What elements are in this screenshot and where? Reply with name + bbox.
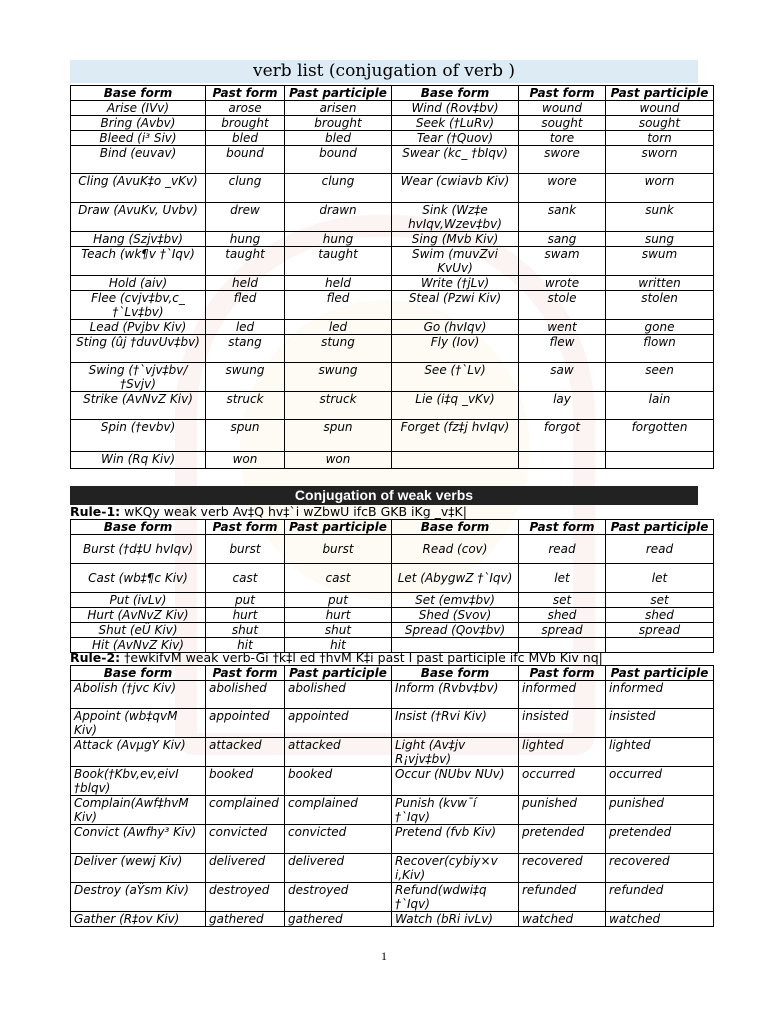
cell-base-form: Draw (AvuKv, Uvbv): [71, 203, 206, 232]
cell-past-form: struck: [206, 392, 285, 420]
cell-base-form: Hurt (AvNvZ Kiv): [71, 608, 206, 623]
table-row: [71, 203, 714, 232]
cell-base-form-2: Swear (kc_ †bIqv): [392, 146, 519, 174]
cell-past-participle-2: read: [606, 535, 714, 564]
cell-past-form-2: let: [519, 564, 606, 593]
page-title: verb list (conjugation of verb ): [70, 60, 698, 83]
cell-past-participle-2: shed: [606, 608, 714, 623]
cell-past-participle: burst: [285, 535, 392, 564]
column-header-past-form-2: Past form: [519, 520, 606, 535]
cell-past-participle-2: stolen: [606, 291, 714, 320]
cell-past-participle: won: [285, 452, 392, 469]
weak-verbs-heading: Conjugation of weak verbs: [70, 486, 698, 505]
cell-past-form-2: punished: [519, 796, 606, 825]
cell-past-participle: booked: [285, 767, 392, 796]
cell-past-form: delivered: [206, 854, 285, 883]
table-row: [71, 320, 714, 335]
cell-past-participle-2: let: [606, 564, 714, 593]
cell-past-form: fled: [206, 291, 285, 320]
cell-past-form-2: recovered: [519, 854, 606, 883]
cell-past-participle-2: worn: [606, 174, 714, 203]
cell-past-form-2: insisted: [519, 709, 606, 738]
cell-past-participle-2: written: [606, 276, 714, 291]
table-row: [71, 709, 714, 738]
cell-base-form-2: Inform (Rvbv‡bv): [392, 681, 519, 709]
cell-base-form: Abolish (†jvc Kiv): [71, 681, 206, 709]
cell-base-form: Put (ivLv): [71, 593, 206, 608]
cell-base-form: Swing (†`vjv‡bv/†Svjv): [71, 363, 206, 392]
table-row: [71, 335, 714, 363]
cell-past-participle: complained: [285, 796, 392, 825]
cell-past-form-2: pretended: [519, 825, 606, 854]
cell-past-form-2: spread: [519, 623, 606, 638]
table-row: [71, 681, 714, 709]
cell-past-participle: appointed: [285, 709, 392, 738]
cell-base-form: Book(†Kbv,ev,eivI †blqv): [71, 767, 206, 796]
cell-past-participle: gathered: [285, 912, 392, 927]
cell-base-form-2: Let (AbygwZ †`Iqv): [392, 564, 519, 593]
cell-past-participle: put: [285, 593, 392, 608]
column-header-base-form: Base form: [71, 86, 206, 101]
column-header-past-form: Past form: [206, 666, 285, 681]
column-header-base-form: Base form: [71, 520, 206, 535]
cell-past-participle: drawn: [285, 203, 392, 232]
cell-past-form: held: [206, 276, 285, 291]
cell-past-participle: attacked: [285, 738, 392, 767]
cell-base-form: Cling (AvuK‡o _vKv): [71, 174, 206, 203]
column-header-past-participle-2: Past participle: [606, 86, 714, 101]
cell-past-participle: hit: [285, 638, 392, 653]
cell-past-form: destroyed: [206, 883, 285, 912]
table-row: [71, 593, 714, 608]
cell-past-form: cast: [206, 564, 285, 593]
cell-base-form-2: Shed (Svov): [392, 608, 519, 623]
cell-base-form: Complain(Awf‡hvM Kiv): [71, 796, 206, 825]
cell-base-form-2: Go (hvIqv): [392, 320, 519, 335]
cell-past-form: stang: [206, 335, 285, 363]
cell-base-form: Arise (IVv): [71, 101, 206, 116]
cell-base-form: Bind (euvav): [71, 146, 206, 174]
cell-base-form: Appoint (wb‡qvM Kiv): [71, 709, 206, 738]
column-header-past-participle: Past participle: [285, 520, 392, 535]
cell-base-form-2: Refund(wdwi‡q †`Iqv): [392, 883, 519, 912]
cell-base-form-2: Pretend (fvb Kiv): [392, 825, 519, 854]
cell-past-participle-2: spread: [606, 623, 714, 638]
cell-past-participle-2: sought: [606, 116, 714, 131]
cell-past-form-2: sang: [519, 232, 606, 247]
cell-past-form: attacked: [206, 738, 285, 767]
table-row: [71, 276, 714, 291]
cell-past-form: bound: [206, 146, 285, 174]
column-header-past-form: Past form: [206, 86, 285, 101]
cell-base-form-2: Sing (Mvb Kiv): [392, 232, 519, 247]
cell-base-form: Strike (AvNvZ Kiv): [71, 392, 206, 420]
cell-base-form-2: See (†`Lv): [392, 363, 519, 392]
rule-1-description: wKQy weak verb Av‡Q hv‡`i wZbwU ifcB GKB iKg _v‡K|: [120, 504, 467, 519]
cell-past-participle: hung: [285, 232, 392, 247]
cell-past-form: won: [206, 452, 285, 469]
cell-past-participle-2: punished: [606, 796, 714, 825]
cell-past-participle: convicted: [285, 825, 392, 854]
column-header-past-participle: Past participle: [285, 666, 392, 681]
cell-base-form-2: Steal (Pzwi Kiv): [392, 291, 519, 320]
cell-past-participle-2: pretended: [606, 825, 714, 854]
cell-past-form: gathered: [206, 912, 285, 927]
column-header-past-form-2: Past form: [519, 666, 606, 681]
cell-base-form-2: Forget (fz‡j hvIqv): [392, 420, 519, 452]
cell-past-form-2: sought: [519, 116, 606, 131]
table-row: [71, 796, 714, 825]
cell-base-form: Win (Rq Kiv): [71, 452, 206, 469]
cell-past-form: arose: [206, 101, 285, 116]
cell-past-form-2: shed: [519, 608, 606, 623]
cell-past-participle: stung: [285, 335, 392, 363]
cell-past-participle-2: lain: [606, 392, 714, 420]
cell-past-form-2: tore: [519, 131, 606, 146]
column-header-base-form-2: Base form: [392, 520, 519, 535]
cell-past-form: drew: [206, 203, 285, 232]
cell-past-form-2: wound: [519, 101, 606, 116]
cell-past-form: put: [206, 593, 285, 608]
column-header-base-form: Base form: [71, 666, 206, 681]
cell-past-participle: clung: [285, 174, 392, 203]
cell-past-form-2: set: [519, 593, 606, 608]
cell-base-form-2: Swim (muvZvi KvUv): [392, 247, 519, 276]
rule-1-label: Rule-1:: [70, 504, 121, 519]
cell-past-form-2: occurred: [519, 767, 606, 796]
cell-past-form-2: watched: [519, 912, 606, 927]
table-row: [71, 131, 714, 146]
cell-past-form: burst: [206, 535, 285, 564]
column-header-past-form-2: Past form: [519, 86, 606, 101]
cell-base-form: Bring (Avbv): [71, 116, 206, 131]
cell-past-participle-2: [606, 452, 714, 469]
cell-base-form: Hang (Szjv‡bv): [71, 232, 206, 247]
rule-2-text: [70, 650, 603, 665]
column-header-past-participle-2: Past participle: [606, 666, 714, 681]
cell-past-participle: brought: [285, 116, 392, 131]
table-row: [71, 420, 714, 452]
cell-past-participle: cast: [285, 564, 392, 593]
cell-past-form: spun: [206, 420, 285, 452]
cell-past-form-2: lay: [519, 392, 606, 420]
cell-base-form: Bleed (i³ Siv): [71, 131, 206, 146]
cell-base-form: Teach (wk¶v †`Iqv): [71, 247, 206, 276]
cell-past-form-2: forgot: [519, 420, 606, 452]
cell-past-form: led: [206, 320, 285, 335]
cell-past-form: brought: [206, 116, 285, 131]
cell-past-form-2: lighted: [519, 738, 606, 767]
cell-past-form: hurt: [206, 608, 285, 623]
cell-base-form-2: Wear (cwiavb Kiv): [392, 174, 519, 203]
table-row: [71, 247, 714, 276]
cell-past-form-2: stole: [519, 291, 606, 320]
table-row: [71, 825, 714, 854]
cell-past-form-2: wore: [519, 174, 606, 203]
cell-past-participle: struck: [285, 392, 392, 420]
table-row: [71, 452, 714, 469]
cell-past-participle: bled: [285, 131, 392, 146]
cell-past-participle-2: watched: [606, 912, 714, 927]
cell-past-participle-2: [606, 638, 714, 653]
cell-past-participle-2: sunk: [606, 203, 714, 232]
cell-past-form: clung: [206, 174, 285, 203]
cell-past-participle: delivered: [285, 854, 392, 883]
cell-base-form: Lead (Pvjbv Kiv): [71, 320, 206, 335]
cell-past-participle-2: seen: [606, 363, 714, 392]
cell-base-form: Hold (aiv): [71, 276, 206, 291]
rule-2-label: Rule-2:: [70, 650, 121, 665]
cell-base-form-2: Sink (Wz‡e hvIqv,Wzev‡bv): [392, 203, 519, 232]
column-header-base-form-2: Base form: [392, 666, 519, 681]
cell-past-form: shut: [206, 623, 285, 638]
cell-past-form-2: wrote: [519, 276, 606, 291]
cell-past-participle: arisen: [285, 101, 392, 116]
table-row: [71, 392, 714, 420]
table-header-row: [71, 86, 714, 101]
cell-past-participle-2: swum: [606, 247, 714, 276]
cell-base-form-2: Punish (kvw¯í †`Iqv): [392, 796, 519, 825]
cell-base-form: Gather (R‡ov Kiv): [71, 912, 206, 927]
cell-past-form: hung: [206, 232, 285, 247]
rule-1-table: [70, 519, 714, 653]
table-row: [71, 738, 714, 767]
table-row: [71, 291, 714, 320]
cell-base-form-2: Spread (Qov‡bv): [392, 623, 519, 638]
cell-past-participle: taught: [285, 247, 392, 276]
column-header-base-form-2: Base form: [392, 86, 519, 101]
cell-base-form-2: Write (†jLv): [392, 276, 519, 291]
cell-past-participle: shut: [285, 623, 392, 638]
cell-past-participle-2: refunded: [606, 883, 714, 912]
cell-past-form-2: [519, 452, 606, 469]
cell-base-form-2: Set (emv‡bv): [392, 593, 519, 608]
cell-base-form-2: Lie (i‡q _vKv): [392, 392, 519, 420]
cell-base-form: Destroy (aŸsm Kiv): [71, 883, 206, 912]
cell-past-participle: abolished: [285, 681, 392, 709]
cell-past-form: complained: [206, 796, 285, 825]
cell-past-participle-2: set: [606, 593, 714, 608]
column-header-past-participle-2: Past participle: [606, 520, 714, 535]
cell-past-participle-2: gone: [606, 320, 714, 335]
table-row: [71, 116, 714, 131]
column-header-past-participle: Past participle: [285, 86, 392, 101]
cell-base-form-2: Fly (Iov): [392, 335, 519, 363]
cell-base-form: Spin (†evbv): [71, 420, 206, 452]
cell-past-participle: bound: [285, 146, 392, 174]
cell-base-form-2: Read (cov): [392, 535, 519, 564]
cell-past-participle: swung: [285, 363, 392, 392]
cell-past-participle-2: insisted: [606, 709, 714, 738]
cell-base-form-2: Light (Av‡jv R¡vjv‡bv): [392, 738, 519, 767]
cell-past-form-2: saw: [519, 363, 606, 392]
cell-base-form-2: Seek (†LuRv): [392, 116, 519, 131]
cell-past-participle-2: sworn: [606, 146, 714, 174]
cell-base-form: Shut (eÜ Kiv): [71, 623, 206, 638]
table-row: [71, 767, 714, 796]
table-row: [71, 363, 714, 392]
cell-past-participle-2: forgotten: [606, 420, 714, 452]
cell-base-form: Attack (AvµgY Kiv): [71, 738, 206, 767]
cell-past-participle-2: sung: [606, 232, 714, 247]
cell-past-participle: held: [285, 276, 392, 291]
table-row: [71, 883, 714, 912]
cell-past-participle-2: recovered: [606, 854, 714, 883]
cell-base-form-2: Watch (bRi ivLv): [392, 912, 519, 927]
cell-base-form: Hit (AvNvZ Kiv): [71, 638, 206, 653]
rule-2-description: †ewkifvM weak verb-Gi †k‡l ed †hvM K‡i past I past participle ifc MVb Kiv nq|: [120, 650, 603, 665]
cell-past-form: appointed: [206, 709, 285, 738]
table-row: [71, 608, 714, 623]
cell-base-form: Cast (wb‡¶c Kiv): [71, 564, 206, 593]
cell-past-participle: fled: [285, 291, 392, 320]
cell-base-form: Convict (Awfhy³ Kiv): [71, 825, 206, 854]
cell-base-form-2: [392, 452, 519, 469]
cell-past-form: booked: [206, 767, 285, 796]
cell-past-participle-2: informed: [606, 681, 714, 709]
cell-past-participle-2: flown: [606, 335, 714, 363]
cell-past-form-2: flew: [519, 335, 606, 363]
table-row: [71, 174, 714, 203]
cell-past-form-2: read: [519, 535, 606, 564]
cell-past-form: abolished: [206, 681, 285, 709]
cell-past-form-2: informed: [519, 681, 606, 709]
cell-past-form: swung: [206, 363, 285, 392]
cell-base-form: Deliver (wewj Kiv): [71, 854, 206, 883]
cell-past-form: taught: [206, 247, 285, 276]
table-row: [71, 535, 714, 564]
cell-base-form: Flee (cvjv‡bv,c_ †`Lv‡bv): [71, 291, 206, 320]
cell-base-form-2: Tear (†Quov): [392, 131, 519, 146]
rule-2-table: [70, 665, 714, 927]
table-row: [71, 101, 714, 116]
cell-base-form-2: Wind (Rov‡bv): [392, 101, 519, 116]
page-number: 1: [381, 949, 387, 963]
table-row: [71, 854, 714, 883]
cell-past-form: convicted: [206, 825, 285, 854]
cell-past-form: bled: [206, 131, 285, 146]
cell-base-form-2: Occur (NUbv NUv): [392, 767, 519, 796]
table-header-row: [71, 520, 714, 535]
column-header-past-form: Past form: [206, 520, 285, 535]
cell-past-participle-2: occurred: [606, 767, 714, 796]
table-row: [71, 912, 714, 927]
verb-list-table: [70, 85, 714, 469]
table-row: [71, 623, 714, 638]
cell-past-form-2: sank: [519, 203, 606, 232]
cell-past-participle-2: wound: [606, 101, 714, 116]
cell-past-form-2: swore: [519, 146, 606, 174]
cell-base-form: Sting (ûj †duvUv‡bv): [71, 335, 206, 363]
cell-past-participle: spun: [285, 420, 392, 452]
cell-past-participle: hurt: [285, 608, 392, 623]
table-row: [71, 232, 714, 247]
cell-past-participle-2: lighted: [606, 738, 714, 767]
rule-1-text: [70, 504, 467, 519]
cell-past-form-2: went: [519, 320, 606, 335]
table-header-row: [71, 666, 714, 681]
cell-base-form-2: Insist (†Rvi Kiv): [392, 709, 519, 738]
cell-past-participle: led: [285, 320, 392, 335]
cell-base-form: Burst (†d‡U hvIqv): [71, 535, 206, 564]
cell-past-form: hit: [206, 638, 285, 653]
cell-base-form-2: Recover(cybiy×v i,Kiv): [392, 854, 519, 883]
table-row: [71, 146, 714, 174]
cell-past-participle-2: torn: [606, 131, 714, 146]
cell-past-form-2: swam: [519, 247, 606, 276]
cell-past-participle: destroyed: [285, 883, 392, 912]
cell-past-form-2: refunded: [519, 883, 606, 912]
table-row: [71, 564, 714, 593]
